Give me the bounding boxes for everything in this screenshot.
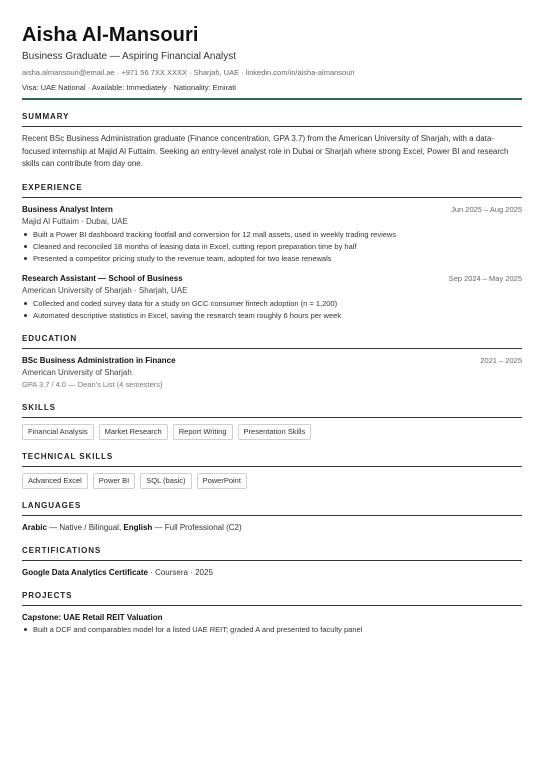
section-title: PROJECTS [22,591,522,606]
certification-detail: · Coursera · 2025 [147,567,213,577]
technical-skills-section [22,452,522,489]
section-title: EXPERIENCE [22,183,522,198]
experience-section [22,183,522,322]
technical-skill-chip: PowerPoint [197,473,247,489]
experience-entry [22,204,522,265]
job-bullets [22,229,522,265]
section-title: EDUCATION [22,334,522,349]
skill-chip: Financial Analysis [22,424,94,440]
bullet-item: Presented a competitor pricing study to the revenue team, adopted for two lease renewals [22,253,522,265]
certifications-section [22,546,522,579]
candidate-tagline: Business Graduate — Aspiring Financial Analyst [22,51,236,62]
project-bullets [22,624,522,636]
job-bullets [22,298,522,322]
bullet-item: Built a DCF and comparables model for a listed UAE REIT; graded A and presented to faculty panel [22,624,522,636]
skill-chips [22,424,522,440]
bullet-item: Collected and coded survey data for a study on GCC consumer fintech adoption (n = 1,200) [22,298,522,310]
experience-entry [22,273,522,322]
technical-skill-chip: SQL (basic) [140,473,191,489]
language-name: Arabic [22,522,47,532]
education-dates: 2021 – 2025 [480,355,522,365]
skill-chip: Market Research [99,424,168,440]
section-title: TECHNICAL SKILLS [22,452,522,467]
job-organization: American University of Sharjah · Sharjah, UAE [22,285,188,295]
language-name: English [123,522,153,532]
job-dates: Sep 2024 – May 2025 [448,273,522,283]
technical-skill-chip: Advanced Excel [22,473,88,489]
resume-header [22,24,522,100]
summary-section [22,112,522,171]
certification-name: Google Data Analytics Certificate [22,567,148,577]
languages-line [22,522,522,534]
school-name: American University of Sharjah [22,367,132,377]
job-title: Research Assistant — School of Business [22,273,183,283]
education-section [22,334,522,391]
skills-section [22,403,522,440]
visa-availability-line: Visa: UAE National · Available: Immediately · Nationality: Emirati [22,83,236,92]
certification-line [22,567,522,579]
degree-title: BSc Business Administration in Finance [22,355,176,365]
summary-text: Recent BSc Business Administration graduate (Finance concentration, GPA 3.7) from the American University of Sharjah, with a data-focused internship at Majid Al Futtaim. Seeking an entry-level analyst role in Dubai or Sharjah where strong Excel, Power BI and research skills can contribute from day one. [22,134,509,168]
section-title: SKILLS [22,403,522,418]
technical-skill-chip: Power BI [93,473,135,489]
language-level: — Full Professional (C2) [152,522,242,532]
bullet-item: Automated descriptive statistics in Excel, saving the research team roughly 6 hours per week [22,310,522,322]
section-title: CERTIFICATIONS [22,546,522,561]
projects-section [22,591,522,636]
technical-skill-chips [22,473,522,489]
skill-chip: Presentation Skills [238,424,312,440]
languages-section [22,501,522,534]
candidate-name: Aisha Al-Mansouri [22,24,199,46]
gpa-note: GPA 3.7 / 4.0 — Dean's List (4 semesters) [22,379,163,389]
project-title: Capstone: UAE Retail REIT Valuation [22,612,163,622]
skill-chip: Report Writing [173,424,233,440]
job-organization: Majid Al Futtaim · Dubai, UAE [22,216,128,226]
bullet-item: Built a Power BI dashboard tracking footfall and conversion for 12 mall assets, used in weekly trading reviews [22,229,522,241]
bullet-item: Cleaned and reconciled 18 months of leasing data in Excel, cutting report preparation time by half [22,241,522,253]
section-title: LANGUAGES [22,501,522,516]
header-divider [22,98,522,100]
language-level: — Native / Bilingual, [46,522,124,532]
job-dates: Jun 2025 – Aug 2025 [451,204,522,214]
job-title: Business Analyst Intern [22,204,113,214]
contact-line: aisha.almansouri@email.ae · +971 56 7XX XXXX · Sharjah, UAE · linkedin.com/in/aisha-almansouri [22,68,355,77]
education-entry [22,355,522,391]
section-title: SUMMARY [22,112,522,127]
